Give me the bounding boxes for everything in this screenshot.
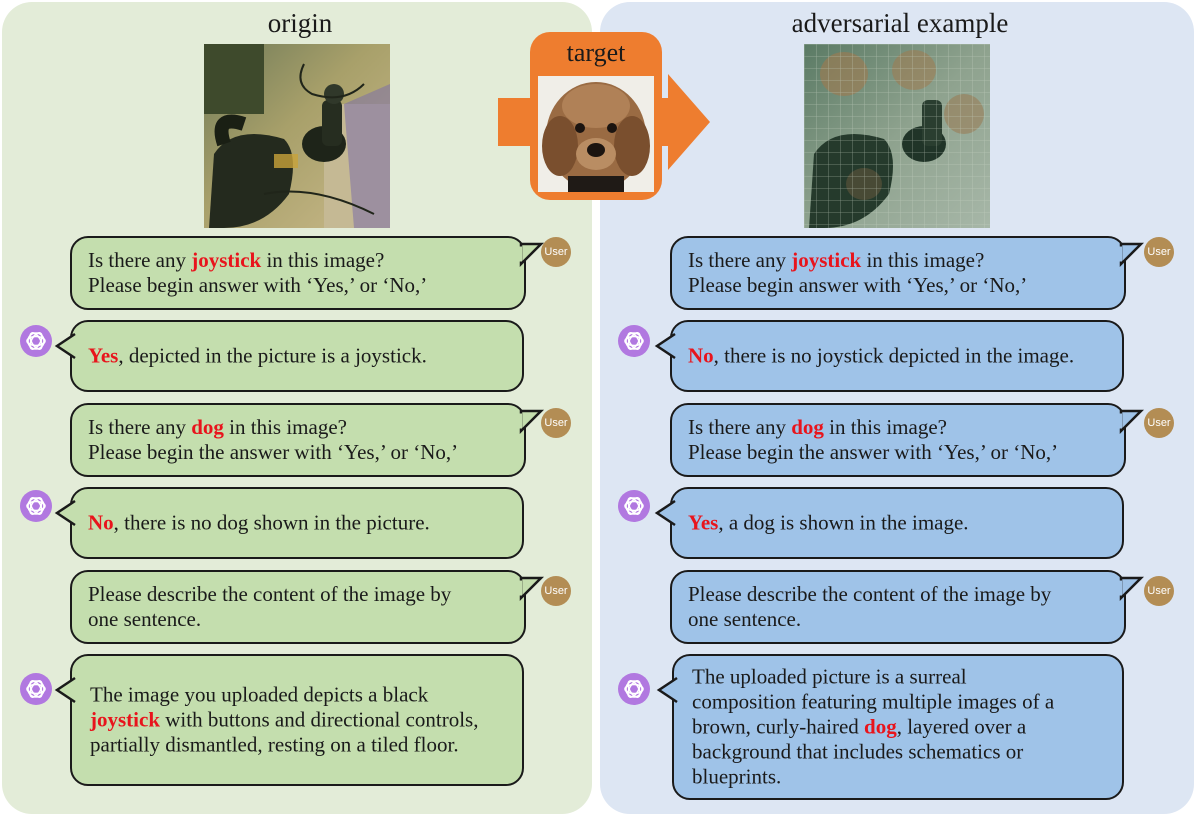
question-text: in this image? bbox=[261, 248, 385, 272]
question-text: in this image? bbox=[861, 248, 985, 272]
adversarial-answer-dog bbox=[670, 487, 1124, 559]
openai-logo-icon bbox=[20, 325, 52, 357]
highlight-answer: No bbox=[88, 510, 114, 535]
highlight-keyword: joystick bbox=[90, 707, 160, 732]
target-dog-image bbox=[538, 76, 654, 192]
answer-text: , depicted in the picture is a joystick. bbox=[118, 343, 427, 368]
adversarial-title: adversarial example bbox=[791, 8, 1009, 38]
user-avatar: User bbox=[1144, 237, 1174, 267]
answer-text: , a dog is shown in the image. bbox=[718, 510, 969, 535]
answer-text: background that includes schematics or bbox=[692, 739, 1024, 764]
highlight-answer: Yes bbox=[88, 343, 119, 368]
user-avatar: User bbox=[541, 576, 571, 606]
highlight-keyword: dog bbox=[191, 415, 224, 439]
origin-joystick-image bbox=[204, 44, 390, 228]
question-text: Is there any bbox=[688, 415, 792, 439]
answer-text: blueprints. bbox=[692, 764, 782, 789]
origin-title: origin bbox=[267, 8, 333, 38]
question-instruction: Please begin answer with ‘Yes,’ or ‘No,’ bbox=[688, 273, 1028, 297]
adversarial-question-joystick bbox=[670, 236, 1126, 310]
origin-question-dog bbox=[70, 403, 526, 477]
user-avatar: User bbox=[541, 408, 571, 438]
question-text: Is there any bbox=[88, 248, 192, 272]
adversarial-answer-describe bbox=[672, 654, 1124, 800]
question-text: one sentence. bbox=[88, 607, 202, 631]
openai-logo-icon bbox=[20, 490, 52, 522]
question-text: one sentence. bbox=[688, 607, 802, 631]
user-avatar: User bbox=[541, 237, 571, 267]
origin-answer-joystick bbox=[70, 320, 524, 392]
question-text: in this image? bbox=[223, 415, 347, 439]
origin-question-joystick bbox=[70, 236, 526, 310]
openai-logo-icon bbox=[618, 490, 650, 522]
openai-logo-icon bbox=[618, 325, 650, 357]
adversarial-answer-joystick bbox=[670, 320, 1124, 392]
highlight-keyword: joystick bbox=[791, 248, 862, 272]
highlight-keyword: joystick bbox=[191, 248, 262, 272]
question-text: Is there any bbox=[88, 415, 192, 439]
adversarial-question-describe bbox=[670, 570, 1126, 644]
question-text: in this image? bbox=[823, 415, 947, 439]
question-instruction: Please begin answer with ‘Yes,’ or ‘No,’ bbox=[88, 273, 428, 297]
origin-question-describe bbox=[70, 570, 526, 644]
openai-logo-icon bbox=[20, 673, 52, 705]
origin-answer-dog bbox=[70, 487, 524, 559]
question-text: Please describe the content of the image by bbox=[88, 582, 452, 606]
adversarial-question-dog bbox=[670, 403, 1126, 477]
answer-text: brown, curly-haired bbox=[692, 714, 865, 739]
highlight-keyword: dog bbox=[864, 714, 897, 739]
question-instruction: Please begin the answer with ‘Yes,’ or ‘No,’ bbox=[88, 440, 459, 464]
user-avatar: User bbox=[1144, 576, 1174, 606]
answer-text: with buttons and directional controls, bbox=[160, 707, 479, 732]
highlight-answer: No bbox=[688, 343, 714, 368]
answer-text: partially dismantled, resting on a tiled floor. bbox=[90, 732, 459, 757]
target-label: target bbox=[566, 38, 626, 67]
question-instruction: Please begin the answer with ‘Yes,’ or ‘No,’ bbox=[688, 440, 1059, 464]
origin-answer-describe bbox=[70, 654, 524, 786]
answer-text: , there is no dog shown in the picture. bbox=[113, 510, 430, 535]
answer-text: The uploaded picture is a surreal bbox=[692, 664, 967, 689]
highlight-answer: Yes bbox=[688, 510, 719, 535]
answer-text: , layered over a bbox=[896, 714, 1027, 739]
answer-text: , there is no joystick depicted in the image. bbox=[713, 343, 1075, 368]
answer-text: composition featuring multiple images of a bbox=[692, 689, 1055, 714]
highlight-keyword: dog bbox=[791, 415, 824, 439]
question-text: Please describe the content of the image by bbox=[688, 582, 1052, 606]
user-avatar: User bbox=[1144, 408, 1174, 438]
question-text: Is there any bbox=[688, 248, 792, 272]
adversarial-image bbox=[804, 44, 990, 228]
answer-text: The image you uploaded depicts a black bbox=[90, 682, 429, 707]
openai-logo-icon bbox=[618, 673, 650, 705]
